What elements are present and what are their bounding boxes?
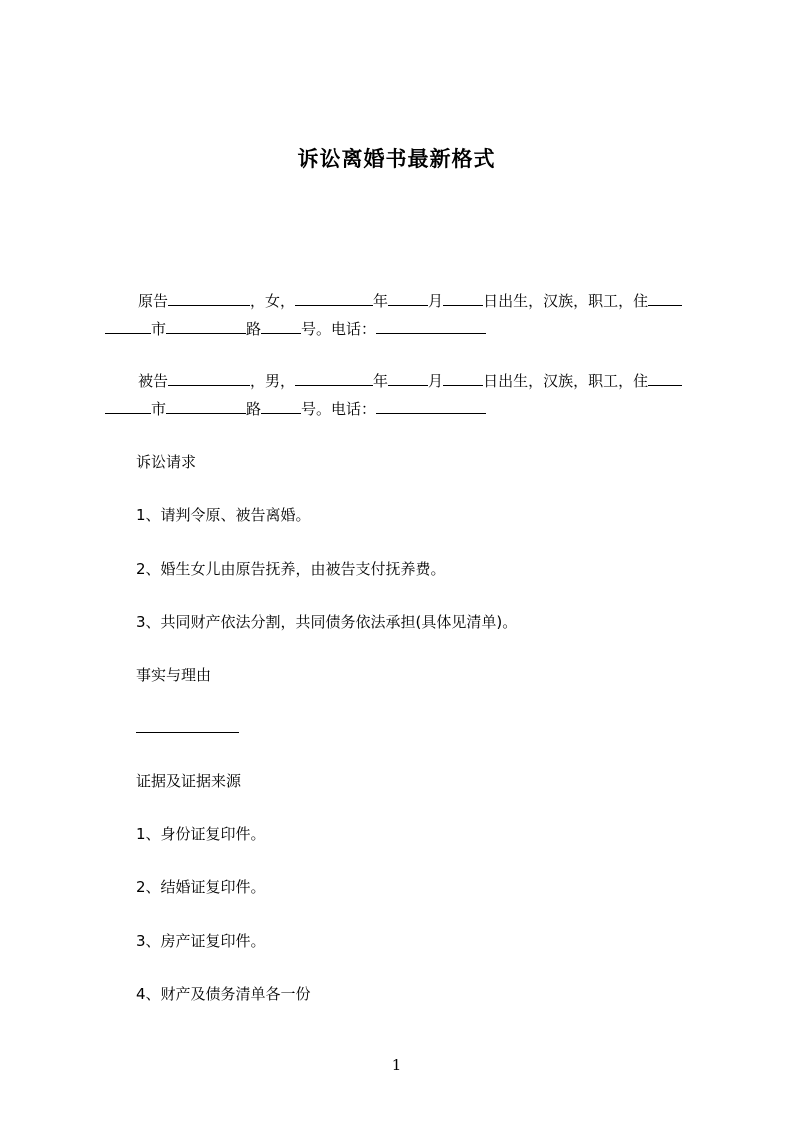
defendant-road-label: 路 xyxy=(246,400,262,418)
plaintiff-day-blank xyxy=(443,291,483,306)
defendant-address-blank-cont xyxy=(105,399,151,414)
plaintiff-gender: ，女， xyxy=(250,292,296,310)
plaintiff-name-blank xyxy=(168,291,250,306)
document-title: 诉讼离婚书最新格式 xyxy=(297,147,496,171)
defendant-month-label: 月 xyxy=(428,372,444,390)
plaintiff-month-label: 月 xyxy=(428,292,444,310)
claim-item: 1、请判令原、被告离婚。 xyxy=(136,506,311,524)
plaintiff-road-blank xyxy=(166,319,246,334)
defendant-year-label: 年 xyxy=(373,372,389,390)
defendant-phone-label: 号。电话： xyxy=(301,400,377,418)
plaintiff-address-blank-cont xyxy=(105,319,151,334)
plaintiff-phone-label: 号。电话： xyxy=(301,320,377,338)
plaintiff-year-blank xyxy=(295,291,373,306)
claims-heading: 诉讼请求 xyxy=(136,453,197,471)
plaintiff-phone-blank xyxy=(376,319,486,334)
plaintiff-road-label: 路 xyxy=(246,320,262,338)
facts-heading: 事实与理由 xyxy=(136,666,212,684)
defendant-city-label: 市 xyxy=(151,400,167,418)
defendant-line-2 xyxy=(105,399,486,419)
plaintiff-label: 原告 xyxy=(138,292,169,310)
defendant-label: 被告 xyxy=(138,372,169,390)
defendant-phone-blank xyxy=(376,399,486,414)
defendant-road-blank xyxy=(166,399,246,414)
plaintiff-city-label: 市 xyxy=(151,320,167,338)
plaintiff-year-label: 年 xyxy=(373,292,389,310)
defendant-day-blank xyxy=(443,371,483,386)
defendant-number-blank xyxy=(261,399,301,414)
facts-blank-line xyxy=(136,718,239,738)
evidence-item: 3、房产证复印件。 xyxy=(136,932,266,950)
evidence-item: 4、财产及债务清单各一份 xyxy=(136,985,311,1003)
evidence-item: 1、身份证复印件。 xyxy=(136,825,266,843)
page-number: 1 xyxy=(391,1056,402,1074)
plaintiff-line-1 xyxy=(138,291,682,311)
facts-blank xyxy=(136,718,239,733)
defendant-line-1 xyxy=(138,371,682,391)
plaintiff-birth-text: 日出生，汉族，职工，住 xyxy=(483,292,649,310)
evidence-heading: 证据及证据来源 xyxy=(136,772,242,790)
defendant-birth-text: 日出生，汉族，职工，住 xyxy=(483,372,649,390)
plaintiff-line-2 xyxy=(105,319,486,339)
plaintiff-address-blank xyxy=(648,291,682,306)
plaintiff-month-blank xyxy=(388,291,428,306)
defendant-address-blank xyxy=(648,371,682,386)
claim-item: 3、共同财产依法分割，共同债务依法承担(具体见清单)。 xyxy=(136,613,518,631)
defendant-name-blank xyxy=(168,371,250,386)
defendant-month-blank xyxy=(388,371,428,386)
claim-item: 2、婚生女儿由原告抚养，由被告支付抚养费。 xyxy=(136,560,446,578)
plaintiff-number-blank xyxy=(261,319,301,334)
defendant-year-blank xyxy=(295,371,373,386)
defendant-gender: ，男， xyxy=(250,372,296,390)
evidence-item: 2、结婚证复印件。 xyxy=(136,878,266,896)
